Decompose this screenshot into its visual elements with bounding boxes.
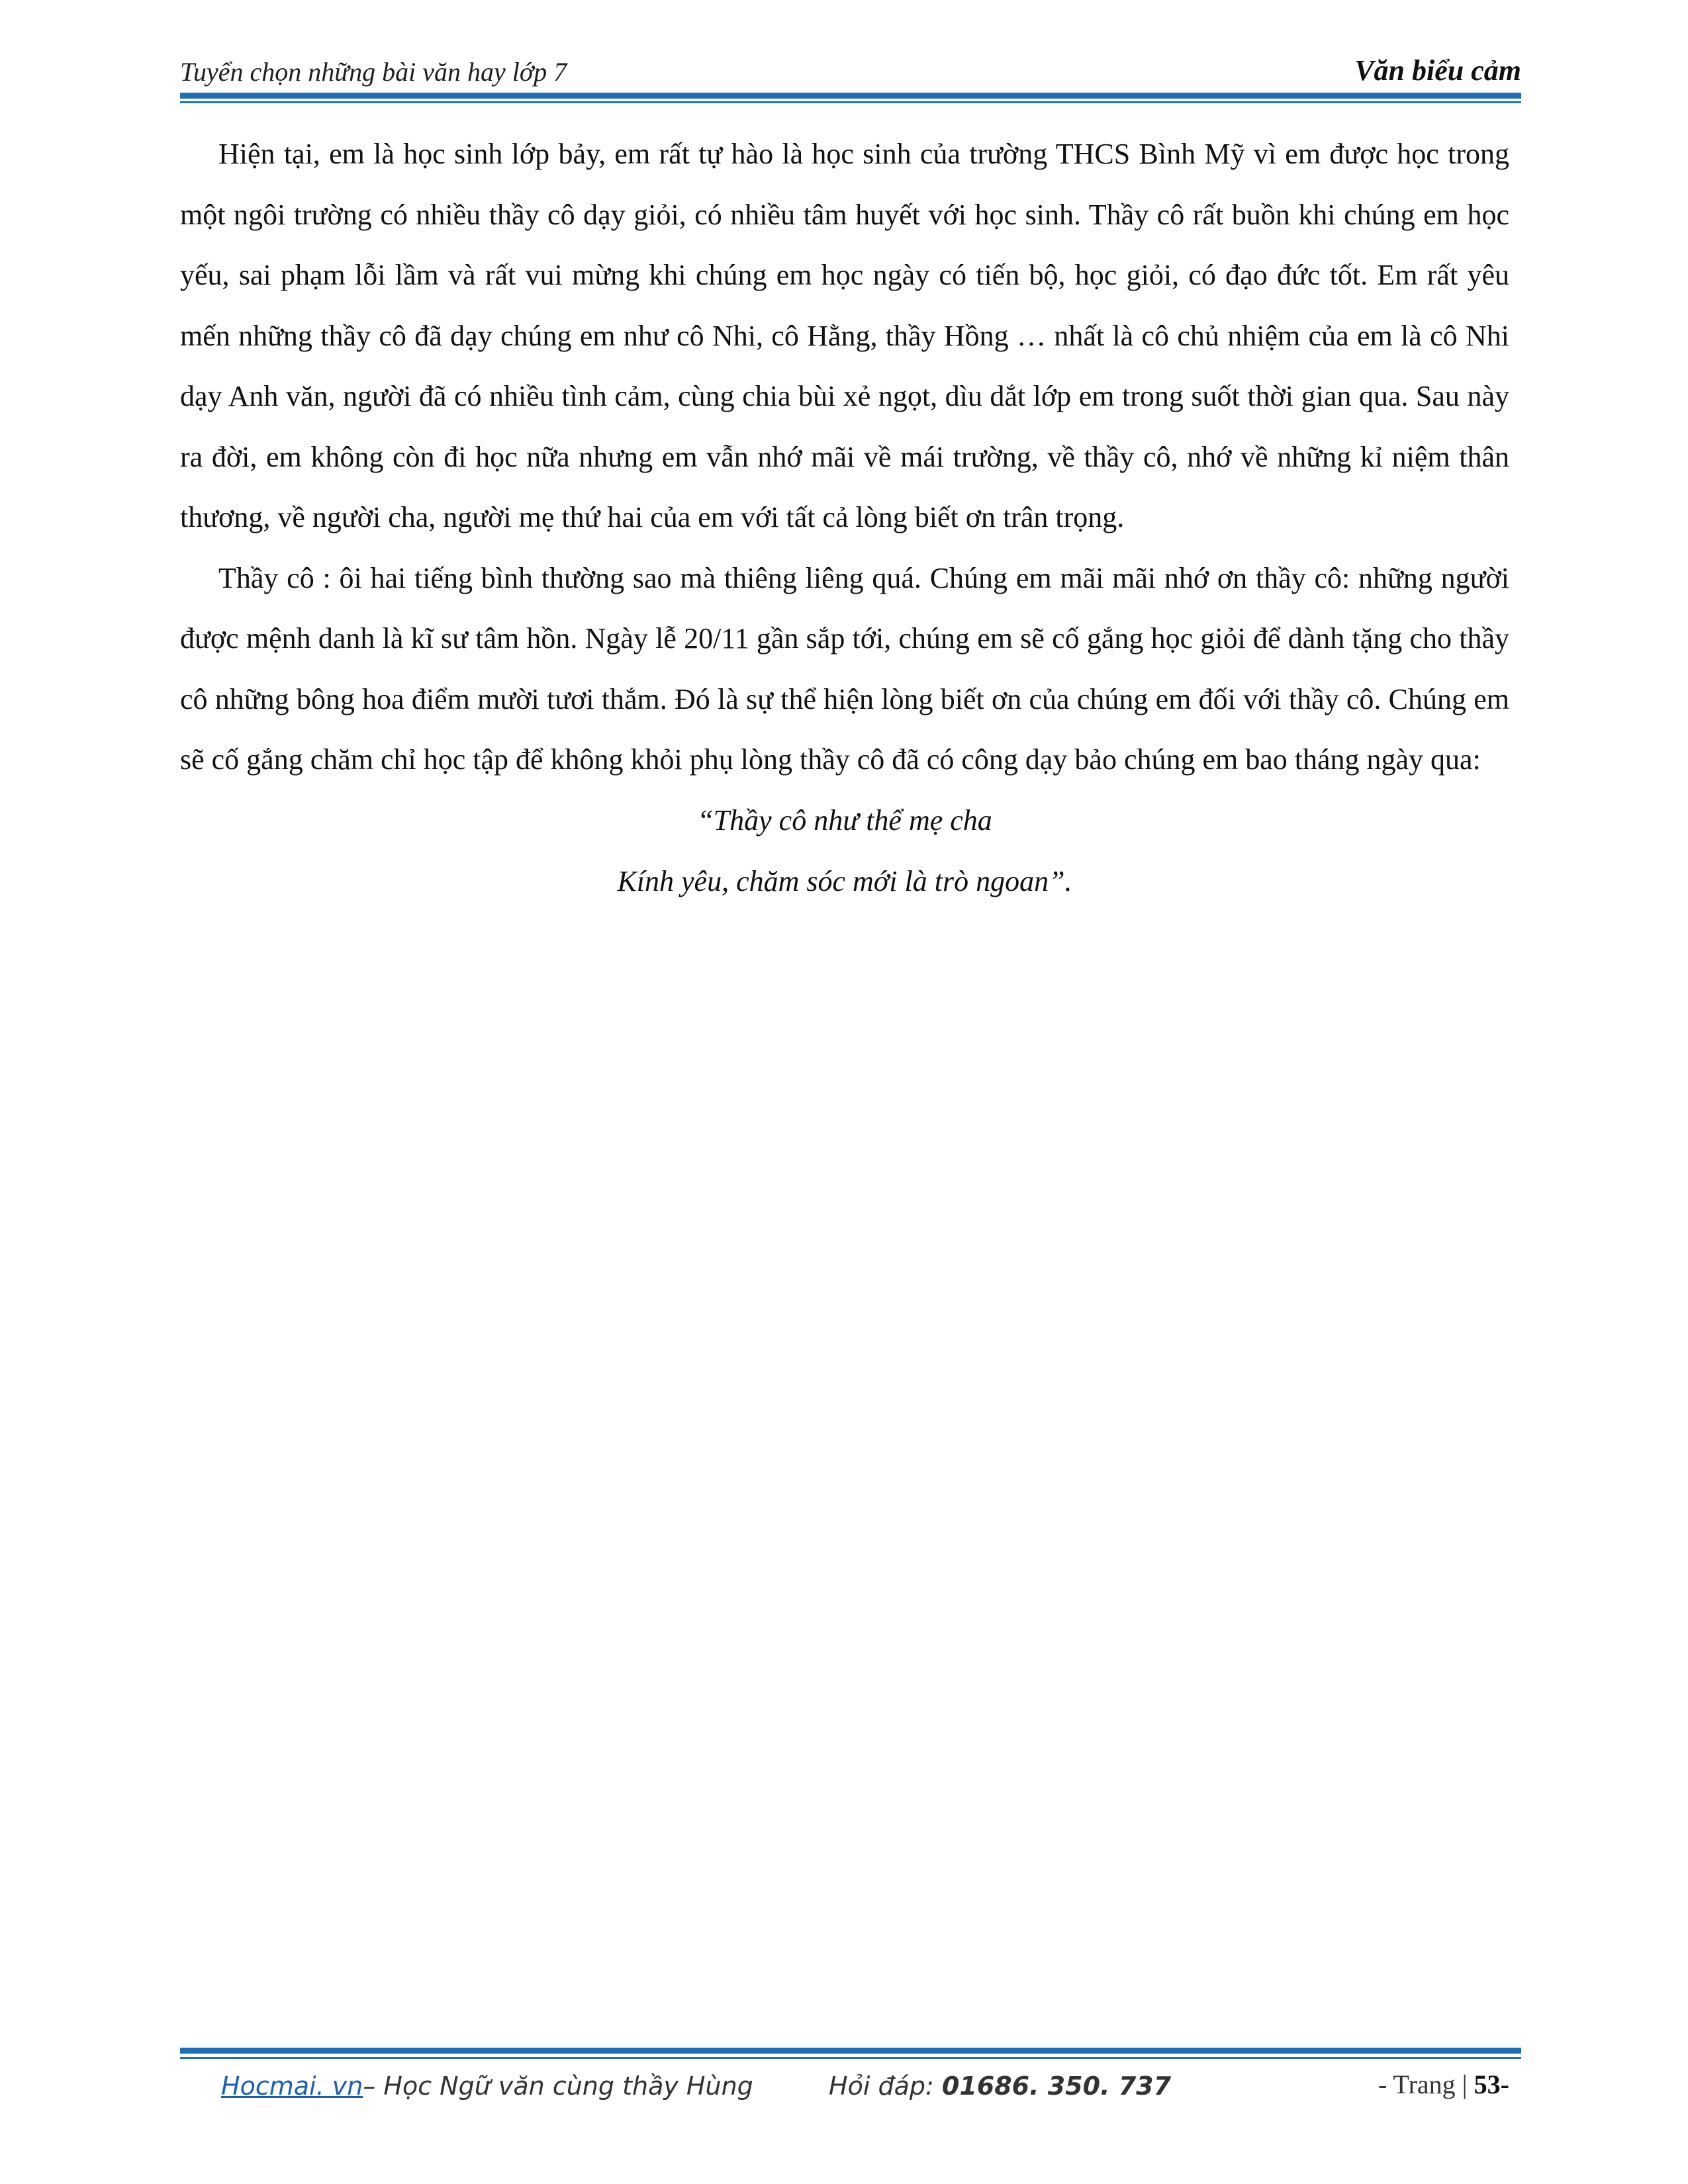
footer-contact <box>829 2071 1171 2101</box>
phone-number: 01686. 350. 737 <box>941 2071 1172 2101</box>
footer-credit-text: – Học Ngữ văn cùng thầy Hùng <box>363 2071 753 2101</box>
footer-rule-thick <box>180 2048 1521 2054</box>
header-rule-thin <box>180 101 1521 103</box>
book-title: Tuyển chọn những bài văn hay lớp 7 <box>180 57 567 87</box>
poem-line: “Thầy cô như thể mẹ cha <box>697 803 992 837</box>
paragraph: Thầy cô : ôi hai tiếng bình thường sao mà thiêng liêng quá. Chúng em mãi mãi nhớ ơn thầy cô: những người được mệnh danh là kĩ sư tâm hồn. Ngày lễ 20/11 gần sắp tới, chúng em sẽ cố gắng học giỏi để dành tặng cho thầy cô những bông hoa điểm mười tươi thắm. Đó là sự thể hiện lòng biết ơn của chúng em đối với thầy cô. Chúng em sẽ cố gắng chăm chỉ học tập để không khỏi phụ lòng thầy cô đã có công dạy bảo chúng em bao tháng ngày qua: <box>180 561 1509 776</box>
poem-line: Kính yêu, chăm sóc mới là trò ngoan”. <box>617 864 1072 897</box>
page-number <box>1378 2069 1509 2100</box>
footer-credit <box>221 2071 753 2101</box>
footer-rule-thin <box>180 2057 1521 2059</box>
page-number-value: 53 <box>1474 2070 1501 2099</box>
qa-label: Hỏi đáp: <box>829 2071 942 2101</box>
page-header <box>180 48 1521 94</box>
section-title: Văn biểu cảm <box>1354 54 1521 87</box>
paragraph: Hiện tại, em là học sinh lớp bảy, em rất tự hào là học sinh của trường THCS Bình Mỹ vì em được học trong một ngôi trường có nhiều thầy cô dạy giỏi, có nhiều tâm huyết với học sinh. Thầy cô rất buồn khi chúng em học yếu, sai phạm lỗi lầm và rất vui mừng khi chúng em học ngày có tiến bộ, học giỏi, có đạo đức tốt. Em rất yêu mến những thầy cô đã dạy chúng em như cô Nhi, cô Hằng, thầy Hồng … nhất là cô chủ nhiệm của em là cô Nhi dạy Anh văn, người đã có nhiều tình cảm, cùng chia bùi xẻ ngọt, dìu dắt lớp em trong suốt thời gian qua. Sau này ra đời, em không còn đi học nữa nhưng em vẫn nhớ mãi về mái trường, về thầy cô, nhớ về những kỉ niệm thân thương, về người cha, người mẹ thứ hai của em với tất cả lòng biết ơn trân trọng. <box>180 138 1509 533</box>
main-content <box>180 124 1509 912</box>
page-footer <box>180 2071 1509 2111</box>
header-rule-thick <box>180 93 1521 99</box>
page-suffix: - <box>1500 2070 1509 2099</box>
site-link[interactable]: Hocmai. vn <box>221 2071 363 2101</box>
page-label: - Trang | <box>1378 2070 1474 2099</box>
